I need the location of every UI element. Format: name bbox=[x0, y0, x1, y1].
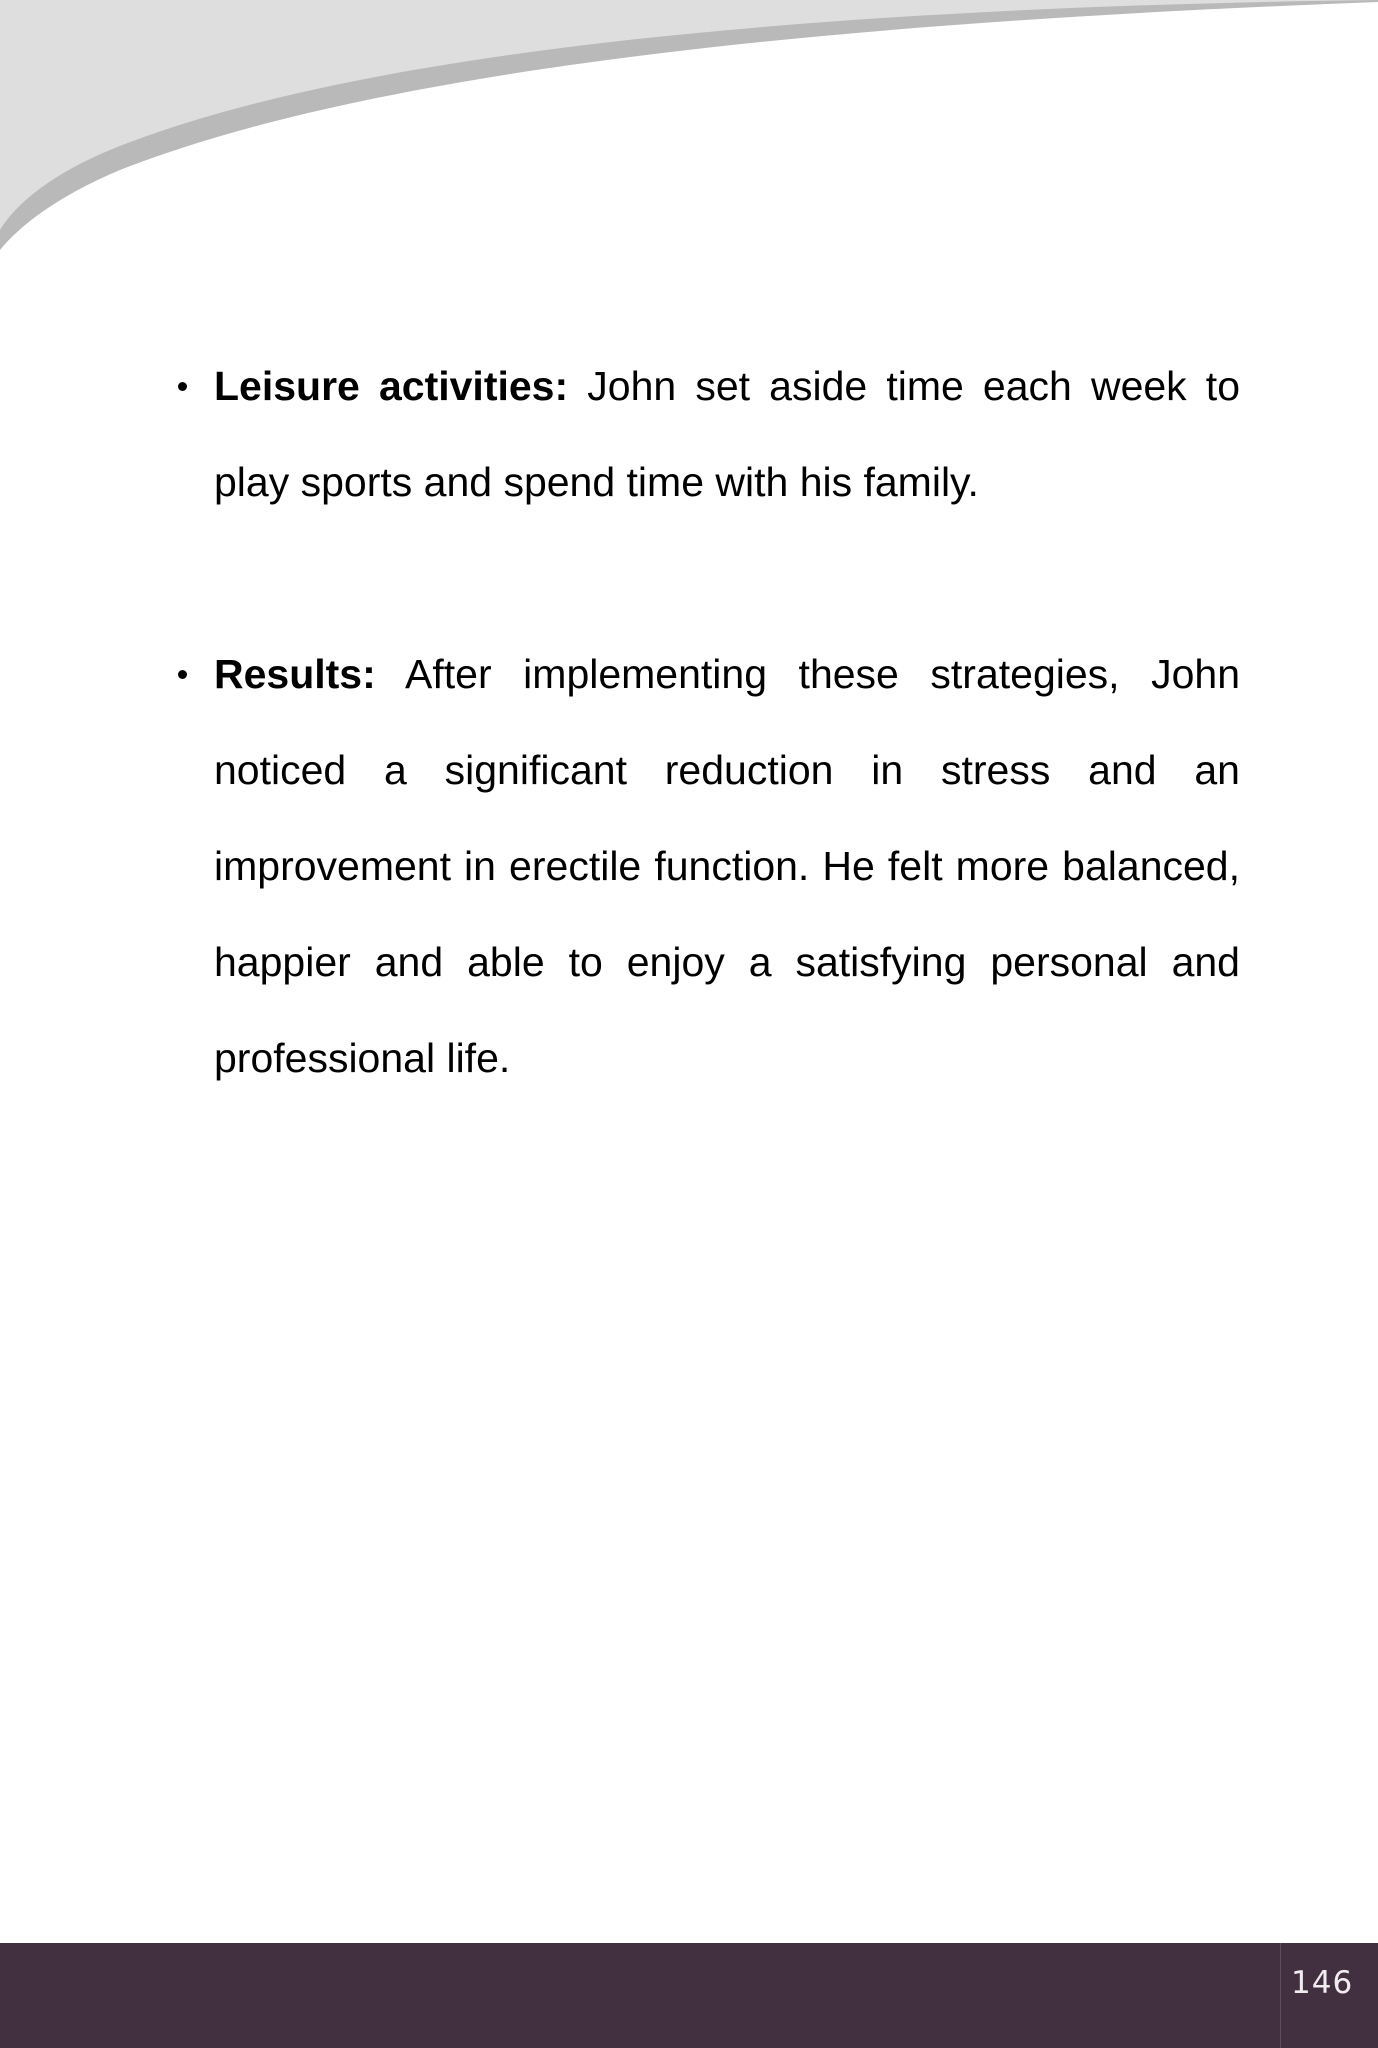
bullet-term: Leisure activities: bbox=[214, 363, 569, 409]
page-number: 146 bbox=[1291, 1965, 1354, 2001]
footer-bar bbox=[0, 1943, 1378, 2048]
bullet-dot-icon bbox=[178, 670, 187, 679]
bullet-results bbox=[214, 626, 1240, 1106]
header-swoosh-decoration bbox=[0, 0, 1378, 300]
bullet-text: After implementing these strategies, John noticed a significant reduction in stress and an improvement in erectile function. He felt more balanced, happier and able to enjoy a satisfying personal and professional life. bbox=[214, 651, 1240, 1081]
bullet-leisure-activities bbox=[214, 338, 1240, 530]
page-content bbox=[214, 338, 1240, 1106]
bullet-text: John set aside time each week to play sports and spend time with his family. bbox=[214, 363, 1240, 505]
bullet-term: Results: bbox=[214, 651, 376, 697]
page-number-box bbox=[1280, 1943, 1378, 2048]
bullet-dot-icon bbox=[178, 382, 187, 391]
